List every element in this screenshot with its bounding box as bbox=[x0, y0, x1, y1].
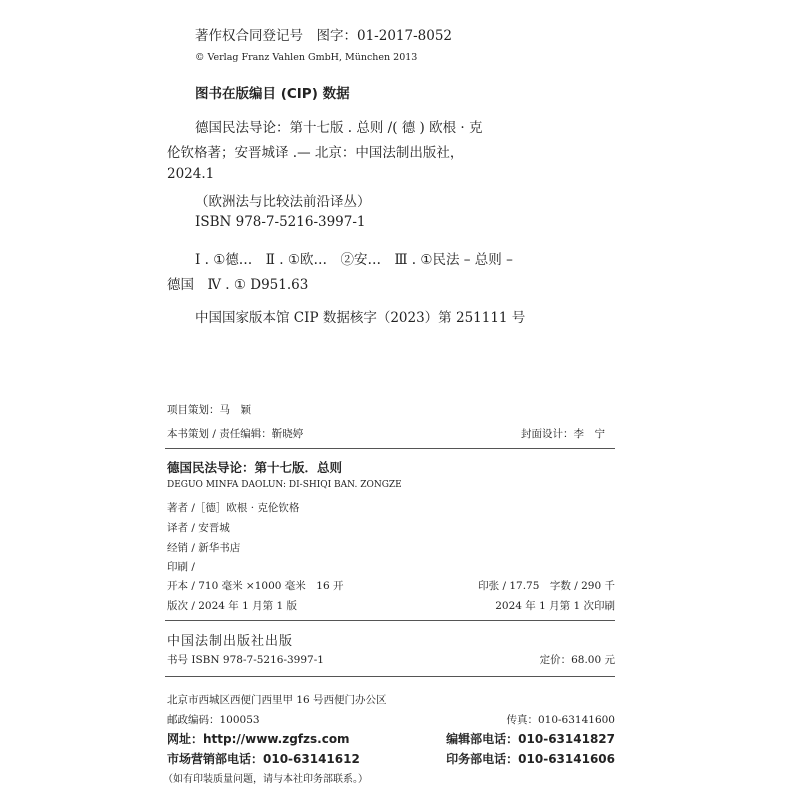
editorial-phone: 编辑部电话：010-63141827 bbox=[446, 732, 615, 746]
publisher-address: 北京市西城区西便门西里甲 16 号西便门办公区 bbox=[167, 694, 387, 706]
book-title-pinyin: DEGUO MINFA DAOLUN: DI-SHIQI BAN. ZONGZE bbox=[167, 480, 402, 490]
cip-line: 德国民法导论：第十七版 . 总则 /( 德 ) 欧根 · 克 bbox=[195, 120, 483, 136]
price: 定价：68.00 元 bbox=[539, 654, 615, 666]
project-planner: 项目策划：马 颖 bbox=[167, 404, 251, 416]
book-format: 开本 / 710 毫米 ×1000 毫米 16 开 bbox=[167, 580, 344, 592]
website: 网址：http://www.zgfzs.com bbox=[167, 732, 350, 746]
book-translator: 译者 / 安晋城 bbox=[167, 522, 230, 534]
cip-heading: 图书在版编目 (CIP) 数据 bbox=[195, 86, 350, 102]
book-edition: 版次 / 2024 年 1 月第 1 版 bbox=[167, 600, 297, 612]
book-sheets: 印张 / 17.75 字数 / 290 千 bbox=[478, 580, 615, 592]
book-distributor: 经销 / 新华书店 bbox=[167, 542, 241, 554]
book-printer: 印刷 / bbox=[167, 561, 195, 573]
book-title: 德国民法导论：第十七版．总则 bbox=[167, 460, 343, 475]
printing-phone: 印务部电话：010-63141606 bbox=[446, 752, 615, 766]
cover-designer: 封面设计：李 宁 bbox=[521, 428, 605, 440]
cip-line: ISBN 978-7-5216-3997-1 bbox=[195, 214, 366, 230]
cip-number: 中国国家版本馆 CIP 数据核字（2023）第 251111 号 bbox=[195, 310, 526, 326]
quality-notice: （如有印装质量问题，请与本社印务部联系。） bbox=[163, 774, 368, 785]
book-author: 著者 /［德］欧根 · 克伦钦格 bbox=[167, 502, 300, 514]
cip-line: 伦钦格著；安晋城译 .— 北京：中国法制出版社， bbox=[167, 145, 464, 161]
publisher-name: 中国法制出版社出版 bbox=[167, 634, 294, 649]
isbn: 书号 ISBN 978-7-5216-3997-1 bbox=[167, 654, 324, 666]
cip-classification: 德国 Ⅳ . ① D951.63 bbox=[167, 277, 309, 293]
book-printing: 2024 年 1 月第 1 次印刷 bbox=[495, 600, 615, 612]
marketing-phone: 市场营销部电话：010-63141612 bbox=[167, 752, 360, 766]
cip-classification: Ⅰ . ①德… Ⅱ . ①欧… ②安… Ⅲ . ①民法 – 总则 – bbox=[195, 252, 513, 268]
divider bbox=[165, 676, 615, 677]
cip-line: （欧洲法与比较法前沿译丛） bbox=[195, 194, 371, 210]
cip-line: 2024.1 bbox=[167, 166, 215, 182]
copyright-registration: 著作权合同登记号 图字：01-2017-8052 bbox=[195, 28, 453, 44]
divider bbox=[165, 448, 615, 449]
fax: 传真：010-63141600 bbox=[506, 714, 615, 726]
divider bbox=[165, 620, 615, 621]
publisher-copyright: © Verlag Franz Vahlen GmbH, München 2013 bbox=[195, 52, 418, 63]
postcode: 邮政编码：100053 bbox=[167, 714, 260, 726]
responsible-editor: 本书策划 / 责任编辑：靳晓婷 bbox=[167, 428, 304, 440]
